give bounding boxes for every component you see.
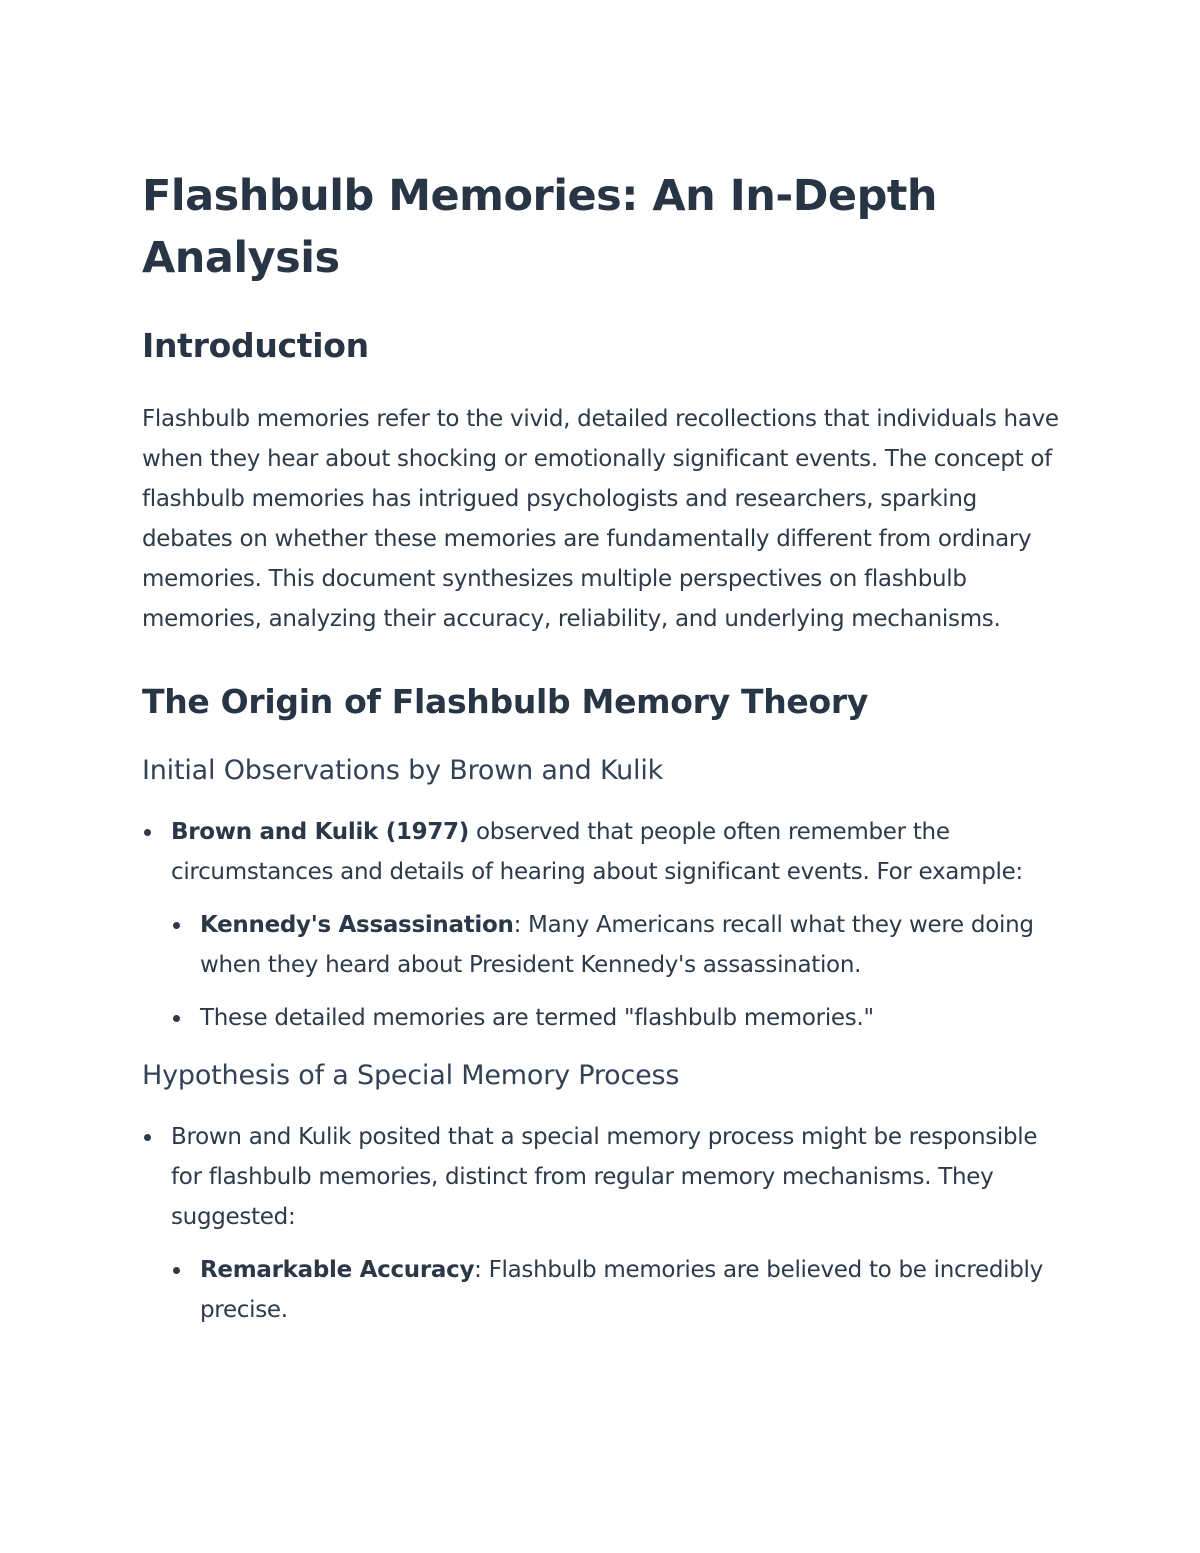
document-title: Flashbulb Memories: An In-Depth Analysis xyxy=(142,171,938,283)
hypothesis-list xyxy=(142,1117,1062,1330)
bold-term: Kennedy's Assassination xyxy=(200,912,514,938)
bold-term: Brown and Kulik (1977) xyxy=(171,819,469,845)
list-item xyxy=(142,812,1062,1038)
introduction-heading: Introduction xyxy=(142,326,369,365)
list-item xyxy=(142,1117,1062,1330)
sub-list xyxy=(171,1250,1062,1330)
list-item xyxy=(171,998,1062,1038)
initial-observations-list xyxy=(142,812,1062,1038)
list-item-text: These detailed memories are termed "flashbulb memories." xyxy=(200,1005,874,1031)
origin-heading: The Origin of Flashbulb Memory Theory xyxy=(142,682,869,721)
introduction-paragraph: Flashbulb memories refer to the vivid, detailed recollections that individuals have when they hear about shocking or emotionally significant events. The concept of flashbulb memories has intrigued psychologists and researchers, sparking debates on whether these memories are fundamentally different from ordinary memories. This document synthesizes multiple perspectives on flashbulb memories, analyzing their accuracy, reliability, and underlying mechanisms. xyxy=(142,406,1059,632)
bold-term: Remarkable Accuracy xyxy=(200,1257,475,1283)
hypothesis-heading: Hypothesis of a Special Memory Process xyxy=(142,1060,680,1091)
initial-observations-heading: Initial Observations by Brown and Kulik xyxy=(142,755,664,786)
sub-list xyxy=(171,905,1062,1038)
list-item-text: : Flashbulb memories are believed to be incredibly precise. xyxy=(200,1257,1043,1323)
list-item-text: observed that people often remember the circumstances and details of hearing about significant events. For example: xyxy=(171,819,1023,885)
list-item xyxy=(171,1250,1062,1330)
document-page xyxy=(142,165,1062,1330)
list-item-text: Brown and Kulik posited that a special memory process might be responsible for flashbulb memories, distinct from regular memory mechanisms. They suggested: xyxy=(171,1124,1038,1230)
list-item-text: : Many Americans recall what they were doing when they heard about President Kennedy's assassination. xyxy=(200,912,1034,978)
list-item xyxy=(171,905,1062,985)
